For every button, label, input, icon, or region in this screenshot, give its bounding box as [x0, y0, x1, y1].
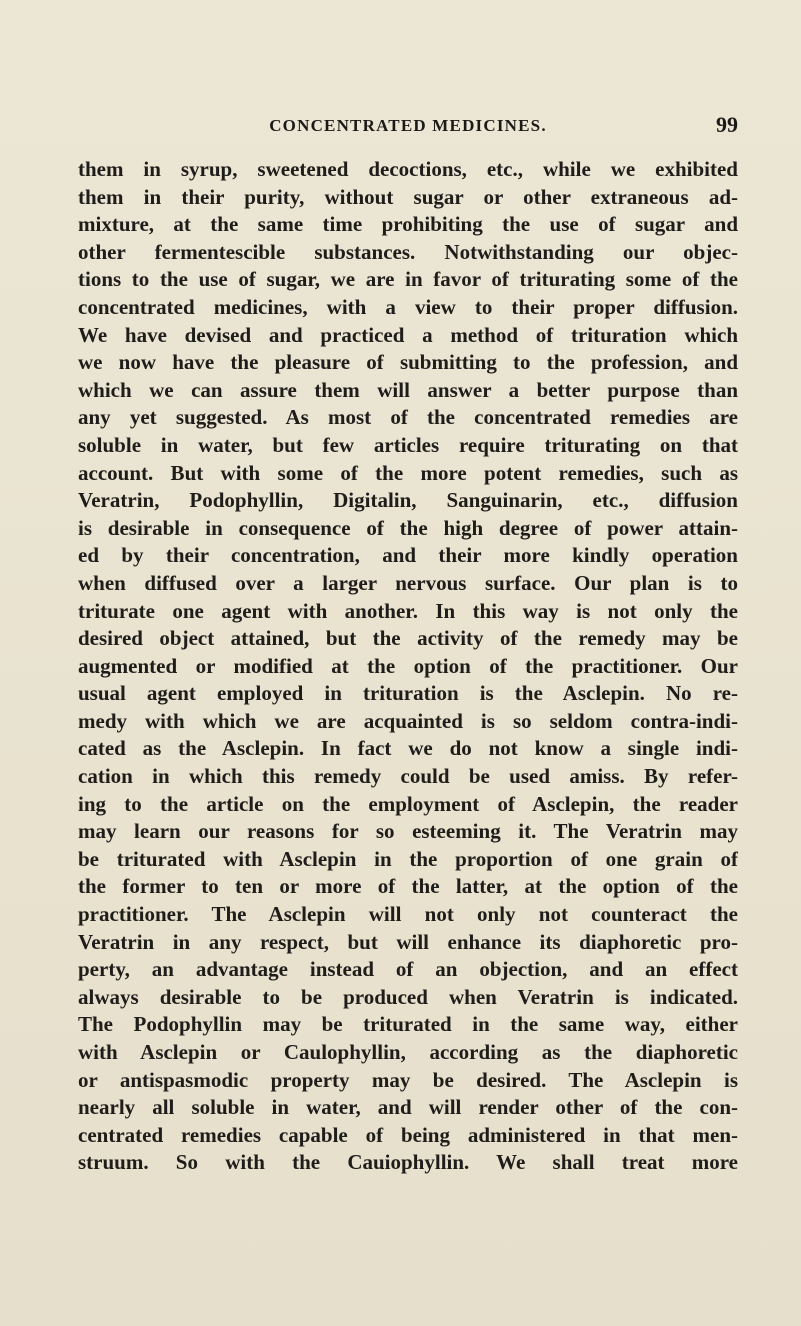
text-line: perty, an advantage instead of an objection, and an effect — [78, 957, 738, 982]
text-line: Veratrin in any respect, but will enhance its diaphoretic pro- — [78, 929, 738, 954]
text-line: concentrated medicines, with a view to their proper diffusion. — [78, 294, 738, 319]
text-line: the former to ten or more of the latter, at the option of the — [78, 874, 738, 899]
text-line: tions to the use of sugar, we are in favor of triturating some of the — [78, 267, 738, 292]
text-line: ed by their concentration, and their more kindly operation — [78, 543, 738, 568]
text-line: The Podophyllin may be triturated in the same way, either — [78, 1012, 738, 1037]
text-line: augmented or modified at the option of the practitioner. Our — [78, 653, 738, 678]
page-number: 99 — [716, 112, 738, 137]
text-line: Veratrin, Podophyllin, Digitalin, Sanguinarin, etc., diffusion — [78, 488, 738, 513]
text-line: ing to the article on the employment of Asclepin, the reader — [78, 791, 738, 816]
text-line: cation in which this remedy could be used amiss. By refer- — [78, 764, 738, 789]
text-line: which we can assure them will answer a better purpose than — [78, 377, 738, 402]
text-line: medy with which we are acquainted is so seldom contra-indi- — [78, 708, 738, 733]
text-line: triturate one agent with another. In this way is not only the — [78, 598, 738, 623]
text-line: or antispasmodic property may be desired. The Asclepin is — [78, 1067, 738, 1092]
running-title: CONCENTRATED MEDICINES. — [269, 116, 547, 135]
text-line: them in their purity, without sugar or other extraneous ad- — [78, 184, 738, 209]
text-line: other fermentescible substances. Notwithstanding our objec- — [78, 239, 738, 264]
text-line: any yet suggested. As most of the concentrated remedies are — [78, 405, 738, 430]
text-line: be triturated with Asclepin in the proportion of one grain of — [78, 846, 738, 871]
text-line: soluble in water, but few articles require triturating on that — [78, 432, 738, 457]
text-line: usual agent employed in trituration is the Asclepin. No re- — [78, 681, 738, 706]
text-line: them in syrup, sweetened decoctions, etc., while we exhibited — [78, 157, 738, 181]
text-line: is desirable in consequence of the high degree of power attain- — [78, 515, 738, 540]
text-line: cated as the Asclepin. In fact we do not know a single indi- — [78, 736, 738, 761]
text-line: we now have the pleasure of submitting to the profession, and — [78, 350, 738, 375]
text-line: when diffused over a larger nervous surface. Our plan is to — [78, 570, 738, 595]
text-line: desired object attained, but the activity of the remedy may be — [78, 626, 738, 651]
text-line: centrated remedies capable of being administered in that men- — [78, 1122, 738, 1147]
page-header — [78, 112, 738, 144]
text-line: practitioner. The Asclepin will not only not counteract the — [78, 902, 738, 927]
text-line: may learn our reasons for so esteeming it. The Veratrin may — [78, 819, 738, 844]
text-line: always desirable to be produced when Veratrin is indicated. — [78, 984, 738, 1009]
text-line: We have devised and practiced a method of trituration which — [78, 322, 738, 347]
body-text — [78, 156, 738, 1177]
text-line: account. But with some of the more potent remedies, such as — [78, 460, 738, 485]
text-line: mixture, at the same time prohibiting the use of sugar and — [78, 212, 738, 237]
text-line: nearly all soluble in water, and will render other of the con- — [78, 1095, 738, 1120]
text-line: struum. So with the Cauiophyllin. We shall treat more — [78, 1150, 738, 1175]
text-line: with Asclepin or Caulophyllin, according as the diaphoretic — [78, 1040, 738, 1064]
